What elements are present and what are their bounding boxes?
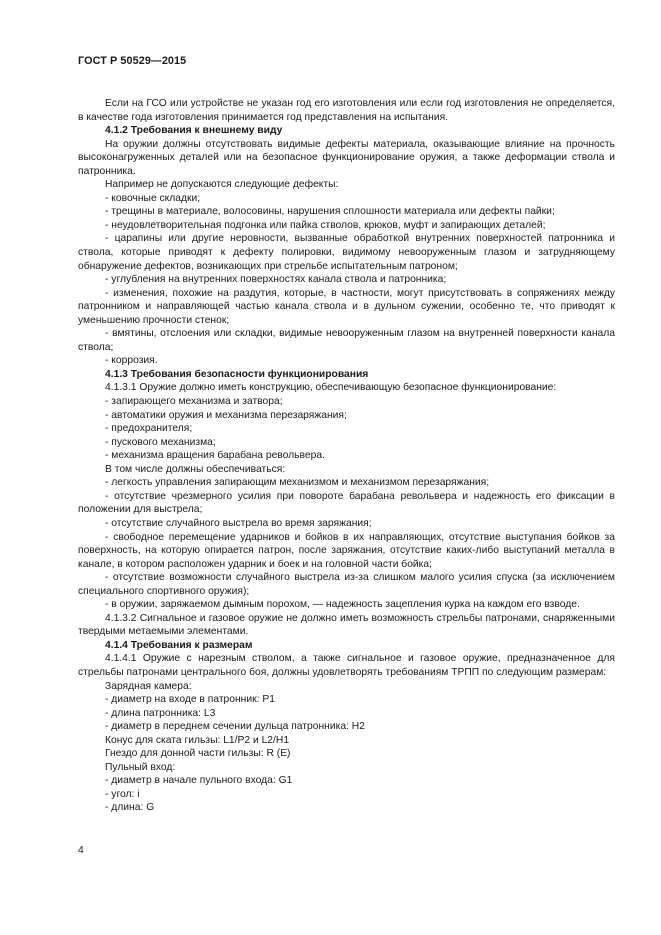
paragraph: - изменения, похожие на раздутия, которые, в частности, могут присутствовать в сопряжениях между патронником и направляющей частью канала ствола и в дульном сужении, особенно те, что приводят к уменьшению прочности стенок; (78, 287, 615, 326)
paragraph: 4.1.3.2 Сигнальное и газовое оружие не должно иметь возможность стрельбы патронами, снаряженными твердыми метаемыми элементами. (78, 612, 615, 638)
paragraph: Пульный вход: (105, 761, 176, 773)
paragraph: - механизма вращения барабана револьвера. (105, 450, 325, 462)
paragraph: - отсутствие случайного выстрела во время заряжания; (105, 517, 372, 529)
standard-header: ГОСТ Р 50529—2015 (78, 55, 187, 67)
paragraph: - угол: i (105, 788, 140, 800)
paragraph: Если на ГСО или устройстве не указан год его изготовления или если год изготовления не определяется, в качестве года изготовления принимается год представления на испытания. (78, 98, 615, 123)
paragraph: На оружии должны отсутствовать видимые дефекты материала, оказывающие влияние на прочность высоконагруженных деталей или на безопасное функционирование оружия, а также деформации ствола и патронника. (78, 138, 615, 177)
section-heading: 4.1.2 Требования к внешнему виду (105, 125, 283, 137)
paragraph: - ковочные складки; (105, 192, 201, 204)
paragraph: Зарядная камера: (105, 680, 192, 692)
section-heading: 4.1.3 Требования безопасности функционирования (105, 368, 369, 380)
paragraph: - отсутствие возможности случайного выстрела из-за слишком малого усилия спуска (за исключением специального спортивного оружия); (78, 572, 615, 597)
paragraph: Например не допускаются следующие дефекты: (105, 179, 339, 191)
paragraph: - длина патронника: L3 (105, 707, 216, 719)
paragraph: 4.1.3.1 Оружие должно иметь конструкцию, обеспечивающую безопасное функционирование: (105, 382, 557, 394)
paragraph: - коррозия. (105, 355, 158, 367)
paragraph: - автоматики оружия и механизма перезаряжания; (105, 409, 347, 421)
paragraph: - неудовлетворительная подгонка или пайка стволов, крюков, муфт и запирающих деталей; (105, 219, 546, 231)
paragraph: 4.1.4.1 Оружие с нарезным стволом, а также сигнальное и газовое оружие, предназначенное для стрельбы патронами центрального боя, должны удовлетворять требованиям ТРПП по следующим размерам: (78, 653, 615, 678)
paragraph: - в оружии, заряжаемом дымным порохом, — надежность зацепления курка на каждом его взводе. (105, 599, 580, 611)
paragraph: - пускового механизма; (105, 436, 216, 448)
paragraph: - царапины или другие неровности, вызванные обработкой внутренних поверхностей патронника и ствола, которые приводят к дефекту полировки, видимому невооруженным глазом и затрудняющему обнаружение дефектов, возникающих при стрельбе испытательным патроном; (78, 233, 615, 272)
section-heading: 4.1.4 Требования к размерам (105, 639, 253, 651)
paragraph: - вмятины, отслоения или складки, видимые невооруженным глазом на внутренней поверхности канала ствола; (78, 328, 615, 353)
paragraph: - предохранителя; (105, 423, 193, 435)
paragraph: - длина: G (105, 802, 155, 814)
paragraph: - трещины в материале, волосовины, нарушения сплошности материала или дефекты пайки; (105, 206, 555, 218)
paragraph: Гнездо для донной части гильзы: R (E) (105, 748, 291, 760)
paragraph: - диаметр в переднем сечении дульца патронника: H2 (105, 721, 365, 733)
paragraph: В том числе должны обеспечиваться: (105, 463, 286, 475)
document-body (78, 97, 615, 815)
paragraph: - легкость управления запирающим механизмом и механизмом перезаряжания; (105, 477, 490, 489)
paragraph: - запирающего механизма и затвора; (105, 396, 283, 408)
paragraph: - диаметр на входе в патронник: P1 (105, 694, 275, 706)
paragraph: - диаметр в начале пульного входа: G1 (105, 775, 293, 787)
paragraph: - углубления на внутренних поверхностях канала ствола и патронника; (105, 274, 447, 286)
paragraph: - свободное перемещение ударников и бойков в их направляющих, отсутствие выступания бойков за поверхность, на которую опирается патрон, после заряжания, отсутствие каких-либо выступаний металла в канале, в котором расположен ударник и боек и на головной части бойка; (78, 531, 615, 570)
page-number: 4 (78, 845, 84, 856)
paragraph: - отсутствие чрезмерного усилия при повороте барабана револьвера и надежность его фиксации в положении для выстрела; (78, 490, 615, 516)
paragraph: Конус для ската гильзы: L1/P2 и L2/H1 (105, 734, 290, 746)
